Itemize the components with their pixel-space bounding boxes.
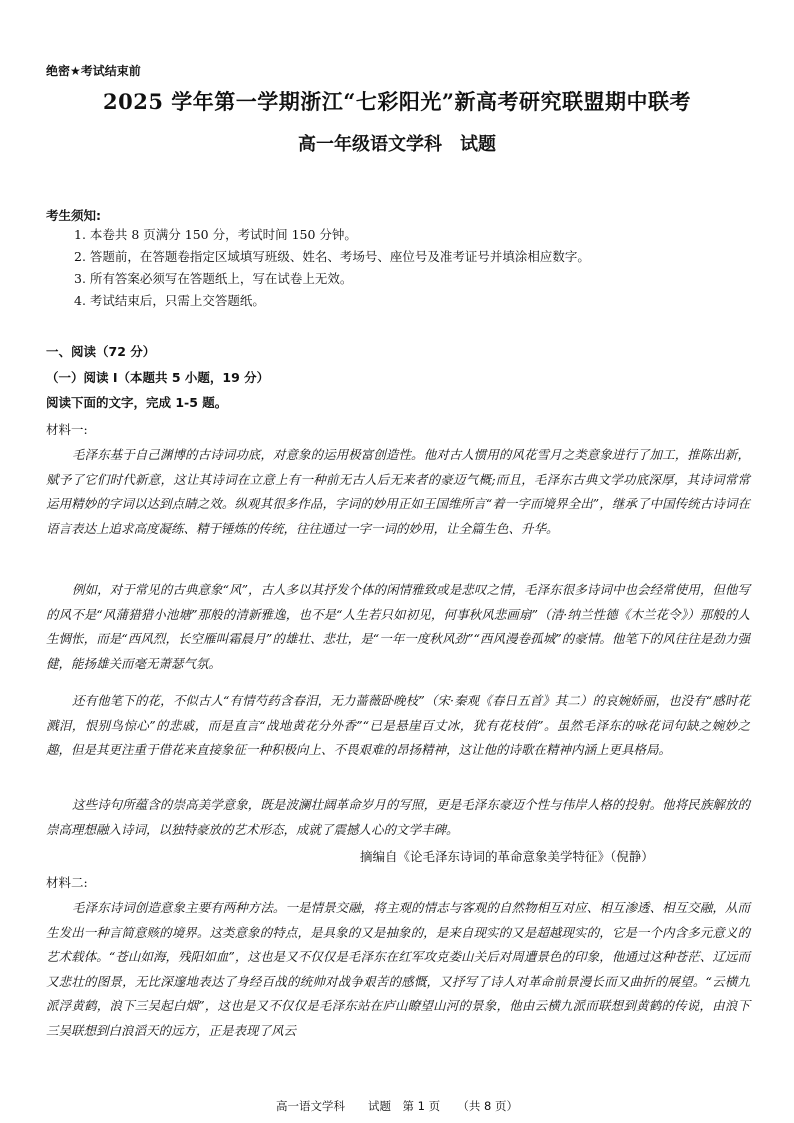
section-subtitle: （一）阅读 I（本题共 5 小题，19 分）	[46, 370, 270, 385]
material-one-source: 摘编自《论毛泽东诗词的革命意象美学特征》（倪静）	[360, 849, 654, 864]
notice-item: 3. 所有答案必须写在答题纸上，写在试卷上无效。	[74, 271, 353, 286]
confidential-mark: 绝密★考试结束前	[46, 64, 141, 78]
notice-heading: 考生须知:	[46, 208, 101, 223]
material-two-paragraph: 毛泽东诗词创造意象主要有两种方法。一是情景交融，将主观的情志与客观的自然物相互对应、相互渗透、相互交融，从而生发出一种言简意赅的境界。这类意象的特点，是具象的又是抽象的，是来自现实的又是超越现实的，它是一个内含多元意义的艺术载体。“苍山如海，残阳如血”，这也是又不仅仅是毛泽东在红军攻克娄山关后对周遭景色的印象，他通过这种苍茫、辽远而又悲壮的图景，无比深邃地表达了身经百战的统帅对战争艰苦的感慨，又抒写了诗人对革命前景漫长而又曲折的展望。“云横九派浮黄鹤，浪下三吴起白烟”，这也是又不仅仅是毛泽东站在庐山瞭望山河的景象，他由云横九派而联想到黄鹤的传说，由浪下三吴联想到白浪滔天的远方，正是表现了风云	[46, 900, 750, 1038]
reading-instruction: 阅读下面的文字，完成 1-5 题。	[46, 395, 228, 410]
exam-title: 2025 学年第一学期浙江“七彩阳光”新高考研究联盟期中联考	[103, 89, 691, 114]
material-one-paragraph: 还有他笔下的花，不似古人“有情芍药含春泪，无力蔷薇卧晚枝”（宋·秦观《春日五首》其二）的哀婉娇丽，也没有“感时花溅泪，恨别鸟惊心”的悲戚，而是直言“战地黄花分外香”“已是悬崖百丈冰，犹有花枝俏”。虽然毛泽东的咏花词句缺之婉妙之趣，但是其更注重于借花来直接象征一种积极向上、不畏艰难的昂扬精神，这让他的诗歌在精神内涵上更具格局。	[46, 693, 750, 757]
material-one-label: 材料一:	[46, 422, 88, 437]
material-one-paragraph: 毛泽东基于自己渊博的古诗词功底，对意象的运用极富创造性。他对古人惯用的风花雪月之类意象进行了加工，推陈出新，赋予了它们时代新意，这让其诗词在立意上有一种前无古人后无来者的豪迈气概;而且，毛泽东古典文学功底深厚，其诗词常常运用精妙的字词以达到点睛之效。纵观其很多作品，字词的妙用正如王国维所言“着一字而境界全出”，继承了中国传统古诗词在语言表达上追求高度凝练、精于锤炼的传统，往往通过一字一词的妙用，让全篇生色、升华。	[46, 447, 750, 536]
notice-item: 2. 答题前，在答题卷指定区域填写班级、姓名、考场号、座位号及准考证号并填涂相应数字。	[74, 249, 590, 264]
notice-item: 4. 考试结束后，只需上交答题纸。	[74, 293, 265, 308]
material-one-paragraph: 例如，对于常见的古典意象“风”，古人多以其抒发个体的闲情雅致或是悲叹之情，毛泽东很多诗词中也会经常使用，但他写的风不是“风蒲猎猎小池塘”那般的清新雅逸，也不是“人生若只如初见，何事秋风悲画扇”（清·纳兰性德《木兰花令》）那般的人生惆怅，而是“西风烈，长空雁叫霜晨月”的雄壮、悲壮，是“一年一度秋风劲”“西风漫卷孤城”的豪情。他笔下的风往往是劲力强健，能扬雄关而毫无萧瑟气氛。	[46, 582, 750, 671]
notice-list	[74, 224, 590, 312]
exam-subtitle: 高一年级语文学科 试题	[298, 134, 496, 155]
material-two-label: 材料二:	[46, 875, 88, 890]
material-one-paragraph: 这些诗句所蕴含的崇高美学意象，既是波澜壮阔革命岁月的写照，更是毛泽东豪迈个性与伟岸人格的投射。他将民族解放的崇高理想融入诗词，以独特豪放的艺术形态，成就了震撼人心的文学丰碑。	[46, 797, 750, 837]
notice-item: 1. 本卷共 8 页满分 150 分，考试时间 150 分钟。	[74, 227, 357, 242]
section-title: 一、阅读（72 分）	[46, 344, 156, 359]
page-footer: 高一语文学科 试题 第 1 页 （共 8 页）	[275, 1099, 518, 1113]
